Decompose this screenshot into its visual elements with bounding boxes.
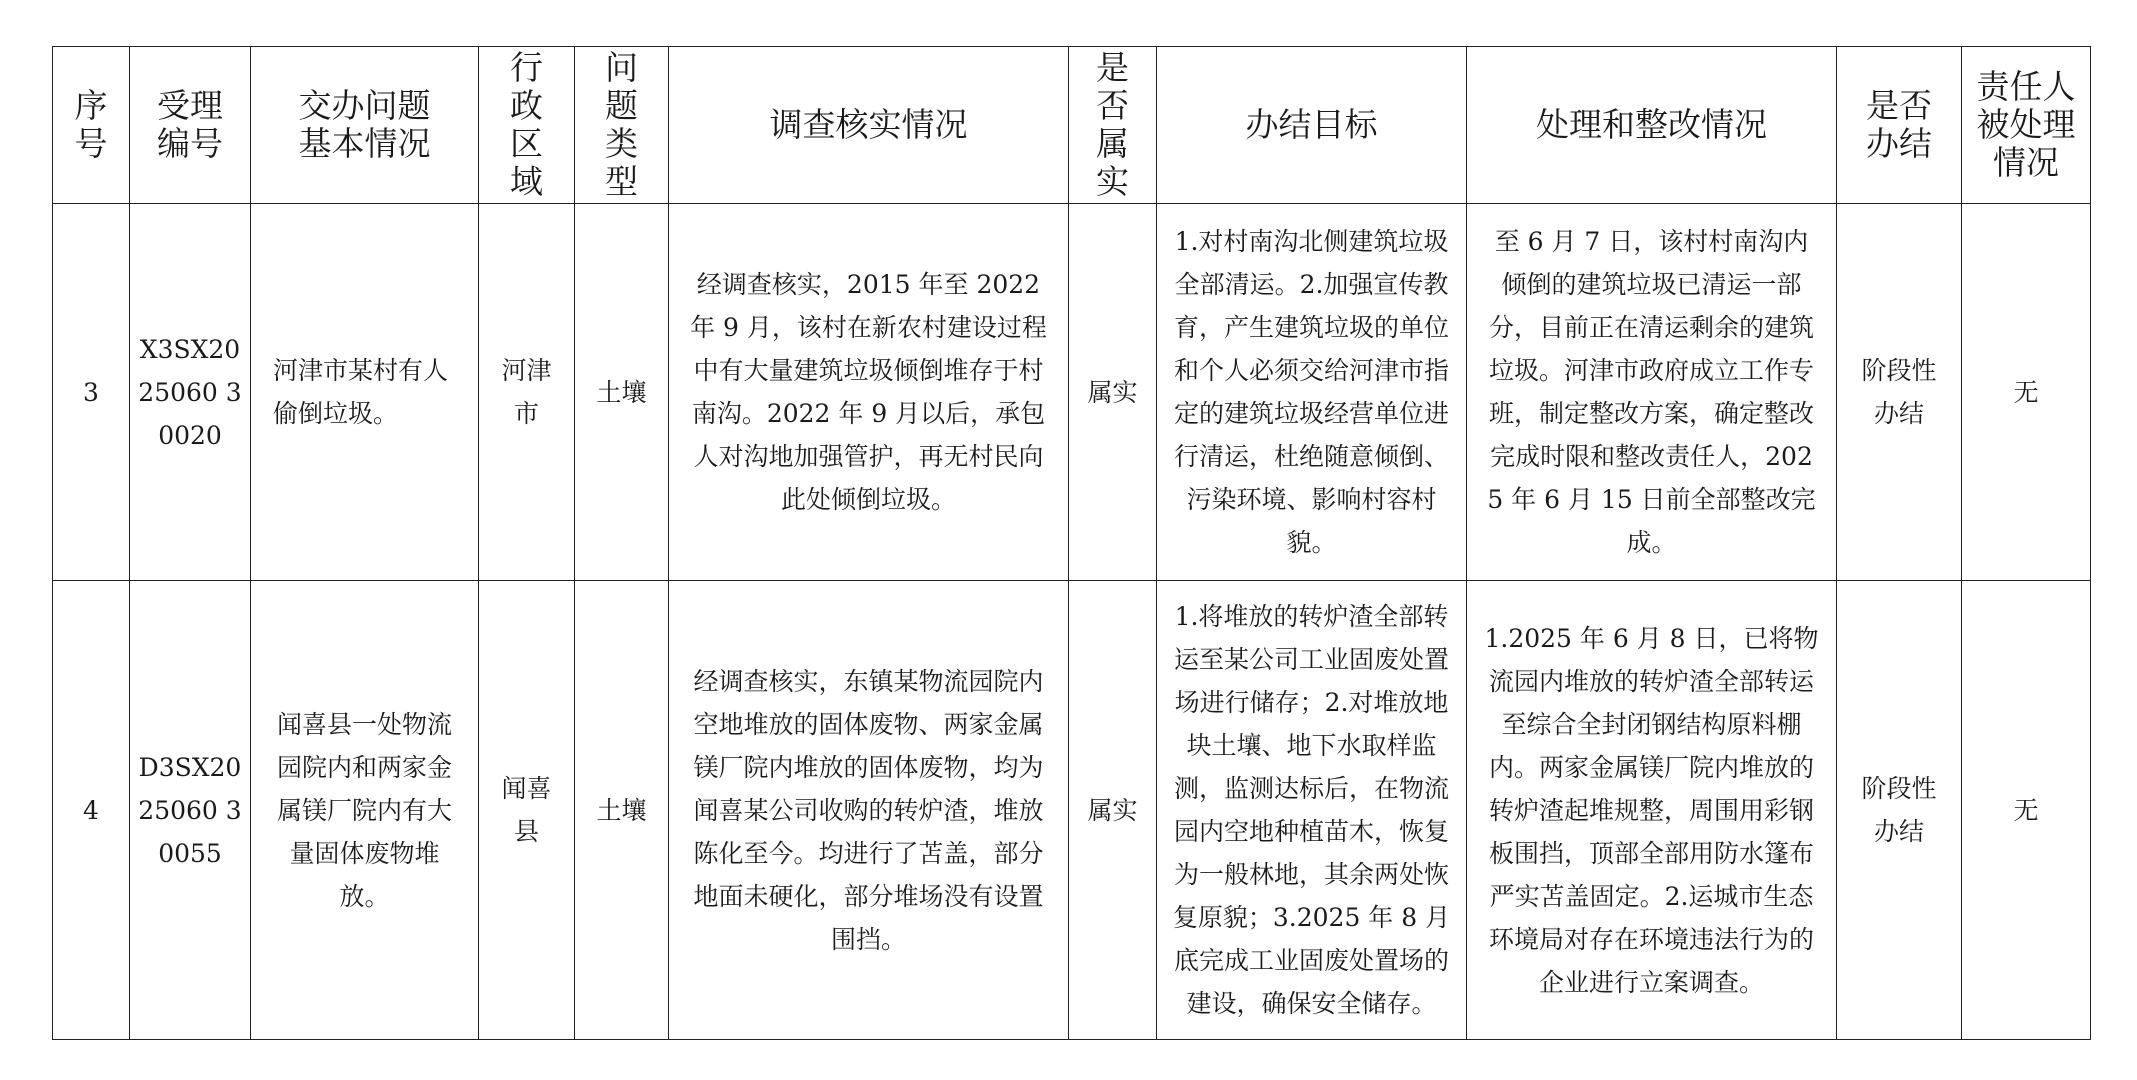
- cell-investigation: 经调查核实，2015 年至 2022 年 9 月，该村在新农村建设过程中有大量建筑垃圾倾倒堆存于村南沟。2022 年 9 月以后，承包人对沟地加强管护，再无村民向此处倾倒垃圾。: [669, 204, 1069, 581]
- table-row: [53, 204, 2091, 581]
- table-header-row: [53, 47, 2091, 204]
- header-target: 办结目标: [1157, 47, 1467, 204]
- cell-issue: 闻喜县一处物流园院内和两家金属镁厂院内有大量固体废物堆放。: [251, 581, 479, 1040]
- cell-seq: 3: [53, 204, 130, 581]
- cell-is-closed: 阶段性办结: [1837, 581, 1962, 1040]
- header-issue-type: 问题类型: [575, 47, 669, 204]
- header-seq: 序号: [53, 47, 130, 204]
- cell-accept-no: D3SX2025060 30055: [130, 581, 251, 1040]
- case-report-table: [52, 46, 2091, 1040]
- header-issue: 交办问题基本情况: [251, 47, 479, 204]
- cell-is-true: 属实: [1069, 581, 1157, 1040]
- header-handling: 处理和整改情况: [1467, 47, 1837, 204]
- cell-handling: 1.2025 年 6 月 8 日，已将物流园内堆放的转炉渣全部转运至综合全封闭钢结构原料棚内。两家金属镁厂院内堆放的转炉渣起堆规整，周围用彩钢板围挡，顶部全部用防水篷布严实苫盖固定。2.运城市生态环境局对存在环境违法行为的企业进行立案调查。: [1467, 581, 1837, 1040]
- cell-seq: 4: [53, 581, 130, 1040]
- cell-issue: 河津市某村有人偷倒垃圾。: [251, 204, 479, 581]
- cell-issue-type: 土壤: [575, 581, 669, 1040]
- header-region: 行政区域: [479, 47, 575, 204]
- cell-region: 闻喜县: [479, 581, 575, 1040]
- cell-accountability: 无: [1962, 204, 2091, 581]
- cell-target: 1.将堆放的转炉渣全部转运至某公司工业固废处置场进行储存；2.对堆放地块土壤、地下水取样监测，监测达标后，在物流园内空地种植苗木，恢复为一般林地，其余两处恢复原貌；3.2025 年 8 月底完成工业固废处置场的建设，确保安全储存。: [1157, 581, 1467, 1040]
- cell-accountability: 无: [1962, 581, 2091, 1040]
- header-accept-no: 受理编号: [130, 47, 251, 204]
- cell-target: 1.对村南沟北侧建筑垃圾全部清运。2.加强宣传教育，产生建筑垃圾的单位和个人必须交给河津市指定的建筑垃圾经营单位进行清运，杜绝随意倾倒、污染环境、影响村容村貌。: [1157, 204, 1467, 581]
- cell-is-true: 属实: [1069, 204, 1157, 581]
- header-investigation: 调查核实情况: [669, 47, 1069, 204]
- cell-investigation: 经调查核实，东镇某物流园院内空地堆放的固体废物、两家金属镁厂院内堆放的固体废物，均为闻喜某公司收购的转炉渣，堆放陈化至今。均进行了苫盖，部分地面未硬化，部分堆场没有设置围挡。: [669, 581, 1069, 1040]
- cell-is-closed: 阶段性办结: [1837, 204, 1962, 581]
- table-row: [53, 581, 2091, 1040]
- header-is-closed: 是否办结: [1837, 47, 1962, 204]
- header-is-true: 是否属实: [1069, 47, 1157, 204]
- cell-issue-type: 土壤: [575, 204, 669, 581]
- cell-handling: 至 6 月 7 日，该村村南沟内倾倒的建筑垃圾已清运一部分，目前正在清运剩余的建筑垃圾。河津市政府成立工作专班，制定整改方案，确定整改完成时限和整改责任人，2025 年 6 月 15 日前全部整改完成。: [1467, 204, 1837, 581]
- cell-accept-no: X3SX2025060 30020: [130, 204, 251, 581]
- cell-region: 河津市: [479, 204, 575, 581]
- header-accountability: 责任人被处理情况: [1962, 47, 2091, 204]
